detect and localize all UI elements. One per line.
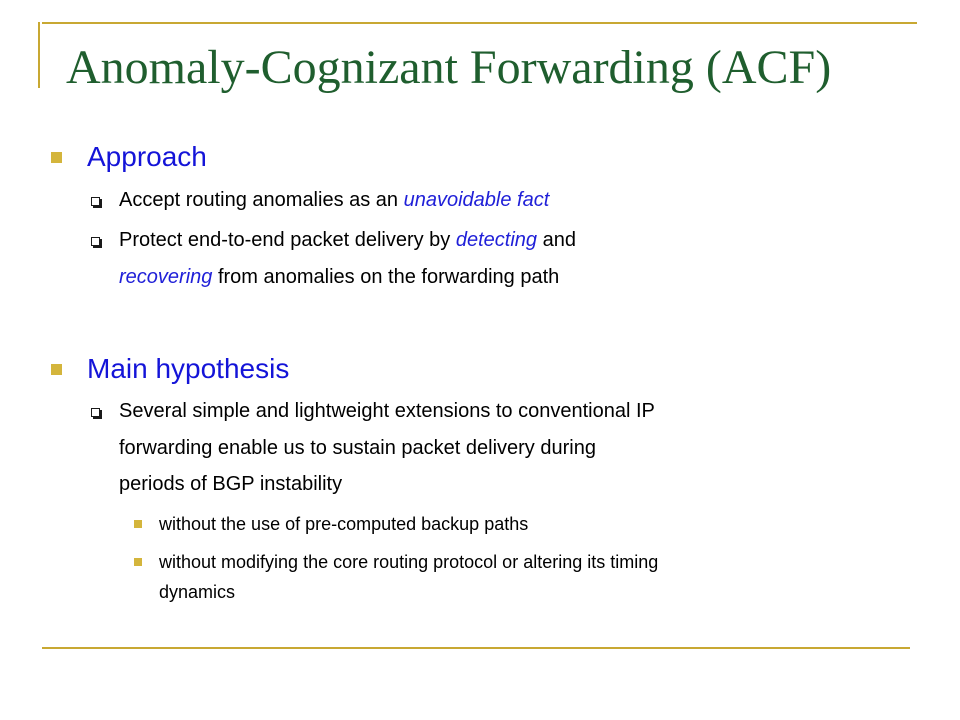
bullet-square-icon <box>134 558 142 566</box>
text-run: and <box>537 229 576 251</box>
hypothesis-item-1-line-3: periods of BGP instability <box>119 473 343 495</box>
hypothesis-sub-item-2-line-1: without modifying the core routing protocol or altering its timing <box>159 552 659 572</box>
hypothesis-sub-item-1: without the use of pre-computed backup paths <box>159 514 529 534</box>
text-run: Accept routing anomalies as an <box>119 189 404 211</box>
hypothesis-heading: Main hypothesis <box>87 353 290 384</box>
approach-item-2-line-2 <box>119 262 559 292</box>
hypothesis-item-1-line-2: forwarding enable us to sustain packet delivery during <box>119 437 596 459</box>
emphasis-detecting: detecting <box>455 229 538 251</box>
approach-item-2-line-1 <box>119 225 576 255</box>
bullet-square-icon <box>134 520 142 528</box>
text-run: Protect end-to-end packet delivery by <box>119 229 456 251</box>
top-rule <box>42 22 917 24</box>
hollow-square-bullet-icon <box>91 237 100 246</box>
hollow-square-bullet-icon <box>91 408 100 417</box>
hollow-square-bullet-icon <box>91 197 100 206</box>
bullet-square-icon <box>51 152 62 163</box>
emphasis-unavoidable-fact: unavoidable fact <box>403 189 550 211</box>
hypothesis-item-1-line-1: Several simple and lightweight extensions to conventional IP <box>119 400 655 422</box>
bullet-square-icon <box>51 364 62 375</box>
hypothesis-sub-item-2-line-2: dynamics <box>159 582 236 602</box>
approach-item-1 <box>119 185 549 215</box>
approach-heading: Approach <box>87 141 207 172</box>
slide-title: Anomaly-Cognizant Forwarding (ACF) <box>66 41 832 94</box>
text-run: from anomalies on the forwarding path <box>212 266 560 288</box>
emphasis-recovering: recovering <box>119 266 213 288</box>
bottom-rule <box>42 647 910 649</box>
left-rule <box>38 22 40 88</box>
